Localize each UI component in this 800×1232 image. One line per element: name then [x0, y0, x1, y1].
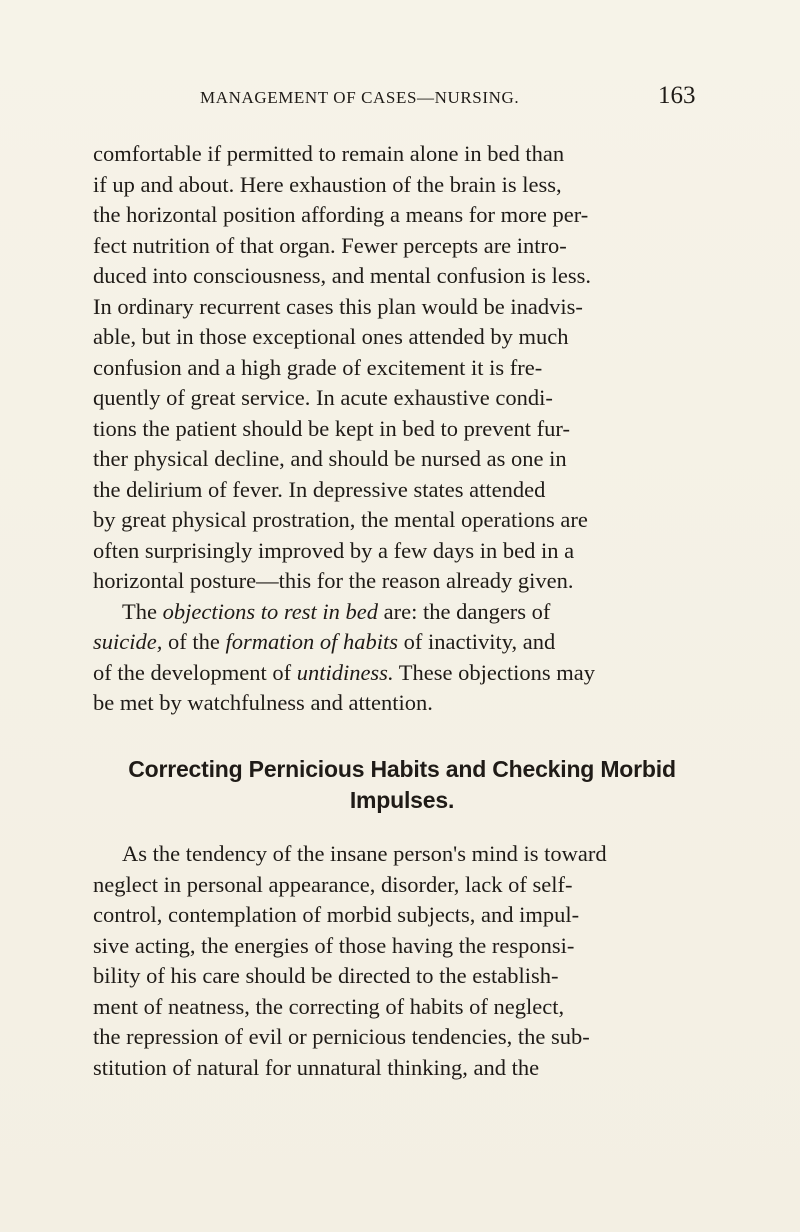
- text-run: These objections may: [393, 659, 595, 685]
- text-line: able, but in those exceptional ones attended by much: [93, 324, 569, 349]
- italic-phrase: formation of habits: [225, 629, 398, 654]
- text-run: The: [122, 598, 163, 624]
- text-line: tions the patient should be kept in bed to prevent fur-: [93, 415, 570, 441]
- text-line: by great physical prostration, the mental operations are: [93, 507, 588, 532]
- text-run: of inactivity, and: [398, 629, 556, 654]
- text-run: of the: [162, 629, 226, 654]
- body-text-top: [93, 139, 711, 719]
- italic-phrase: untidiness.: [296, 659, 394, 685]
- text-line: control, contemplation of morbid subjects, and impul-: [93, 902, 580, 927]
- text-line: confusion and a high grade of excitement it is fre-: [93, 354, 543, 380]
- text-run: are: the dangers of: [378, 598, 551, 624]
- text-line: [93, 597, 711, 628]
- text-line: the horizontal position affording a means for more per-: [93, 202, 589, 227]
- text-line: duced into consciousness, and mental confusion is less.: [93, 263, 592, 288]
- text-line: the repression of evil or pernicious tendencies, the sub-: [93, 1024, 590, 1049]
- italic-phrase: objections to rest in bed: [162, 598, 378, 624]
- text-line: quently of great service. In acute exhaustive condi-: [93, 385, 553, 410]
- text-line: horizontal posture—this for the reason already given.: [93, 568, 574, 593]
- body-text-bottom: [93, 839, 711, 1083]
- text-line: In ordinary recurrent cases this plan would be inadvis-: [93, 293, 583, 319]
- italic-phrase: suicide,: [93, 629, 163, 654]
- text-line: often surprisingly improved by a few days in bed in a: [93, 537, 575, 563]
- text-line: sive acting, the energies of those having the responsi-: [93, 932, 575, 958]
- section-heading: [93, 754, 711, 816]
- text-line: stitution of natural for unnatural thinking, and the: [93, 1054, 540, 1080]
- text-line: be met by watchfulness and attention.: [93, 690, 433, 715]
- heading-line: Impulses.: [349, 787, 455, 813]
- text-line: [93, 658, 711, 689]
- text-line: if up and about. Here exhaustion of the brain is less,: [93, 171, 562, 197]
- text-run: of the development of: [93, 659, 297, 685]
- text-line: ment of neatness, the correcting of habits of neglect,: [93, 993, 565, 1019]
- text-line: As the tendency of the insane person's mind is toward: [122, 841, 607, 866]
- text-line: neglect in personal appearance, disorder, lack of self-: [93, 871, 573, 897]
- text-line: ther physical decline, and should be nursed as one in: [93, 446, 567, 471]
- running-head: MANAGEMENT OF CASES—NURSING.: [200, 88, 520, 107]
- page-number: 163: [658, 82, 696, 109]
- heading-line: Correcting Pernicious Habits and Checking Morbid: [128, 756, 676, 782]
- text-line: the delirium of fever. In depressive states attended: [93, 476, 546, 502]
- text-line: bility of his care should be directed to the establish-: [93, 963, 559, 988]
- text-line: [93, 627, 711, 658]
- text-line: fect nutrition of that organ. Fewer percepts are intro-: [93, 232, 567, 258]
- text-line: comfortable if permitted to remain alone in bed than: [93, 141, 565, 166]
